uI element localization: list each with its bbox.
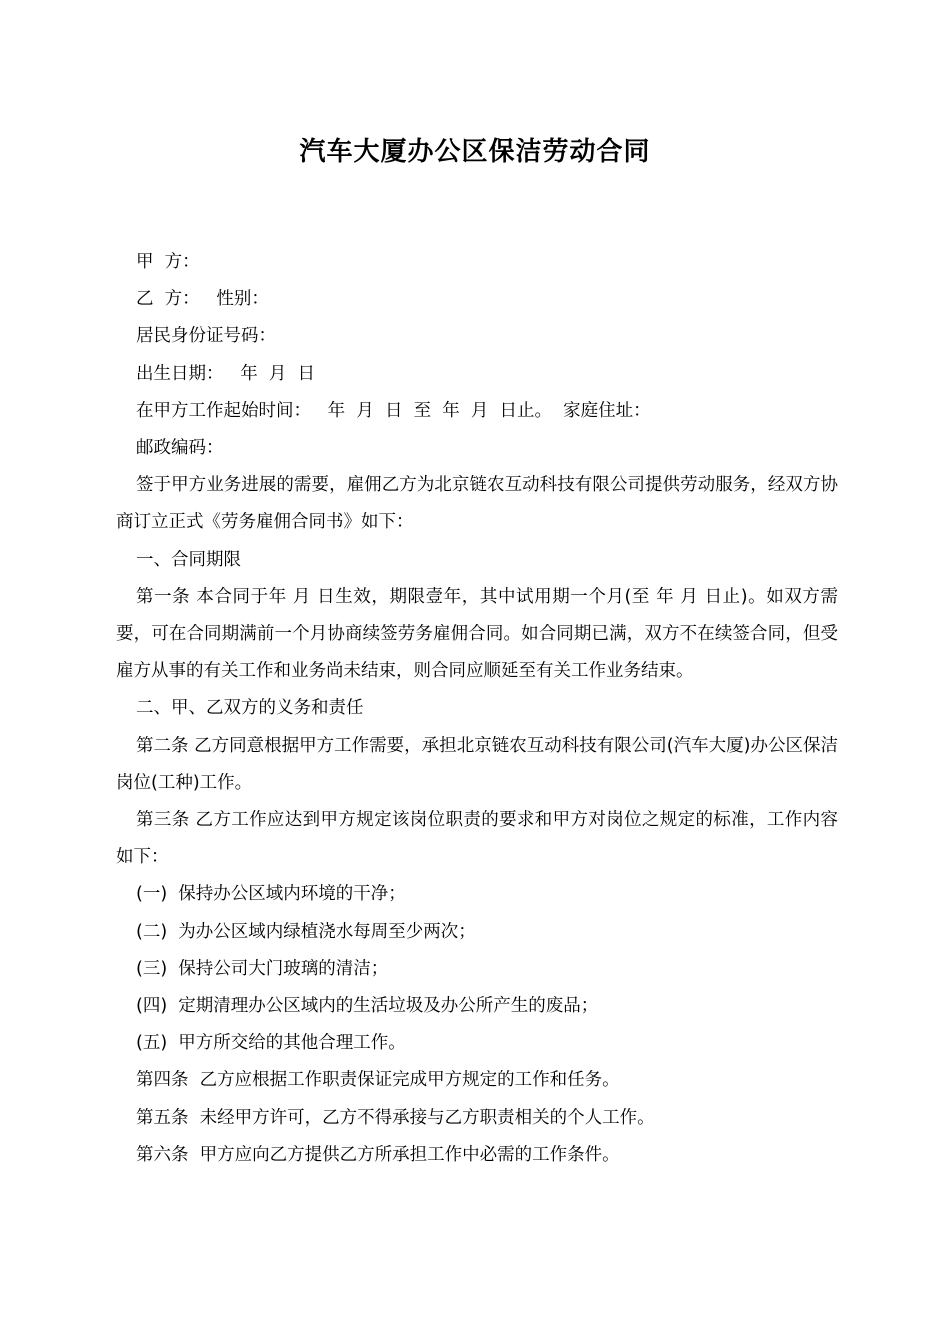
article-4: 第四条 乙方应根据工作职责保证完成甲方规定的工作和任务。 — [136, 1070, 620, 1091]
duty-item: (二) 为办公区域内绿植浇水每周至少两次； — [136, 921, 476, 942]
field-party-a: 甲 方： — [136, 252, 200, 272]
field-postcode: 邮政编码： — [136, 438, 224, 459]
duty-item: (五) 甲方所交给的其他合理工作。 — [136, 1033, 406, 1054]
duty-item: (四) 定期清理办公区域内的生活垃圾及办公所产生的废品； — [136, 996, 599, 1017]
section-heading-term: 一、合同期限 — [136, 549, 241, 570]
duty-item: (三) 保持公司大门玻璃的清洁； — [136, 958, 389, 979]
field-birth-date: 出生日期： 年 月 日 — [136, 363, 315, 384]
article-6: 第六条 甲方应向乙方提供乙方所承担工作中必需的工作条件。 — [136, 1144, 620, 1165]
article-2: 第二条 乙方同意根据甲方工作需要，承担北京链农互动科技有限公司(汽车大厦)办公区保洁岗位(工种)工作。 — [116, 735, 838, 793]
article-5: 第五条 未经甲方许可，乙方不得承接与乙方职责相关的个人工作。 — [136, 1107, 655, 1128]
field-id-number: 居民身份证号码： — [136, 326, 276, 347]
preamble-paragraph: 签于甲方业务进展的需要，雇佣乙方为北京链农互动科技有限公司提供劳动服务，经双方协商订立正式《劳务雇佣合同书》如下： — [116, 475, 838, 533]
field-party-b: 乙 方： 性别： — [136, 289, 269, 310]
duty-item: (一) 保持办公区域内环境的干净； — [136, 884, 406, 905]
section-heading-obligations: 二、甲、乙双方的义务和责任 — [136, 698, 364, 719]
document-title: 汽车大厦办公区保洁劳动合同 — [299, 137, 651, 167]
article-3: 第三条 乙方工作应达到甲方规定该岗位职责的要求和甲方对岗位之规定的标准，工作内容如下： — [116, 810, 838, 868]
field-work-start: 在甲方工作起始时间： 年 月 日 至 年 月 日止。 家庭住址： — [136, 400, 651, 421]
article-1: 第一条 本合同于年 月 日生效，期限壹年，其中试用期一个月(至 年 月 日止)。如双方需要，可在合同期满前一个月协商续签劳务雇佣合同。如合同期已满，双方不在续签合同，但受雇方从事的有关工作和业务尚未结束，则合同应顺延至有关工作业务结束。 — [116, 586, 838, 682]
document-body — [116, 244, 838, 1174]
